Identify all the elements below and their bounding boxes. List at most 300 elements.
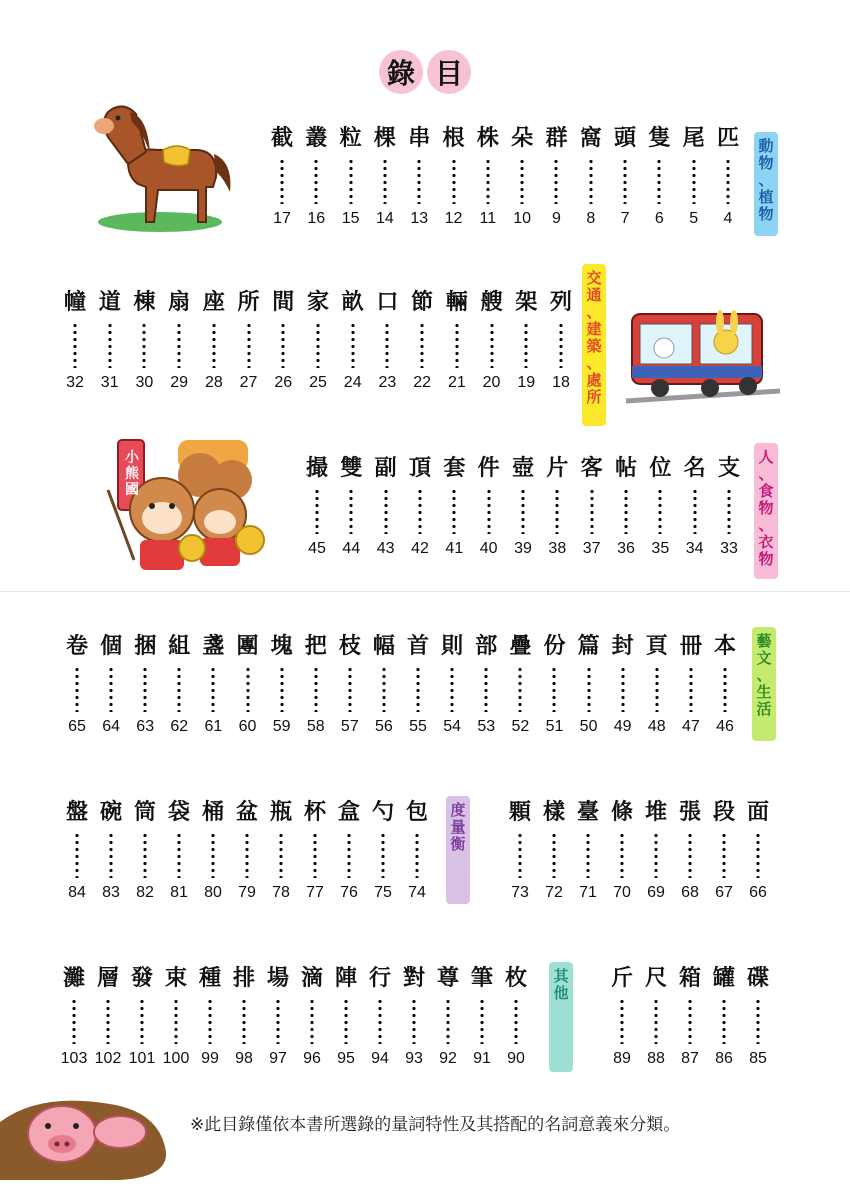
classifier-entry[interactable]	[509, 290, 543, 392]
classifier-char: 捆	[134, 634, 157, 659]
category-tag-arts-life	[752, 627, 776, 741]
page-number: 86	[715, 1050, 733, 1067]
page-number: 64	[102, 718, 120, 735]
tag-char: 建	[586, 320, 602, 338]
dotted-leader	[692, 158, 696, 204]
classifier-entry[interactable]	[539, 126, 573, 228]
pig-illustration	[0, 1082, 170, 1182]
classifier-char: 位	[649, 456, 672, 481]
dotted-leader	[654, 832, 658, 878]
classifier-entry[interactable]	[606, 634, 640, 736]
classifier-entry[interactable]	[264, 800, 298, 902]
dotted-leader	[280, 158, 284, 204]
tag-char: 生	[756, 683, 772, 701]
dotted-leader	[657, 158, 661, 204]
classifier-entry[interactable]	[605, 800, 639, 902]
page-number: 58	[306, 718, 325, 735]
tag-char: 處	[586, 371, 602, 389]
classifier-entry[interactable]	[471, 126, 505, 228]
classifier-char: 堆	[644, 800, 667, 825]
dotted-leader	[524, 322, 528, 368]
classifier-entry[interactable]	[673, 966, 707, 1068]
classifier-char: 座	[202, 290, 225, 315]
dotted-leader	[623, 158, 627, 204]
classifier-entry[interactable]	[402, 126, 436, 228]
page-number: 102	[94, 1050, 122, 1067]
classifier-char: 首	[407, 634, 430, 659]
page-number: 48	[647, 718, 666, 735]
dotted-leader	[383, 158, 387, 204]
classifier-entry[interactable]	[128, 634, 162, 736]
classifier-entry[interactable]	[506, 456, 540, 558]
classifier-entry[interactable]	[265, 126, 299, 228]
tag-char: 衣	[758, 533, 774, 551]
classifier-char: 封	[611, 634, 634, 659]
dotted-leader	[655, 666, 659, 712]
tag-char: 築	[586, 337, 602, 355]
classifier-entry[interactable]	[159, 966, 193, 1068]
classifier-char: 雙	[340, 456, 363, 481]
tag-char: 他	[553, 984, 569, 1002]
page-number: 76	[340, 884, 358, 901]
dotted-leader	[347, 832, 351, 878]
classifier-entry[interactable]	[503, 800, 537, 902]
category-tag-measurements	[446, 796, 470, 904]
page-number: 52	[511, 718, 530, 735]
dotted-leader	[384, 488, 388, 534]
classifier-entry[interactable]	[94, 800, 128, 902]
dotted-leader	[554, 158, 558, 204]
dotted-leader	[756, 998, 760, 1044]
classifier-entry[interactable]	[405, 290, 439, 392]
classifier-char: 隻	[648, 126, 671, 151]
classifier-char: 桶	[201, 800, 224, 825]
classifier-entry[interactable]	[741, 800, 775, 902]
page-number: 53	[477, 718, 496, 735]
page-number: 61	[204, 718, 223, 735]
dotted-leader	[518, 832, 522, 878]
classifier-entry[interactable]	[499, 966, 533, 1068]
dotted-leader	[756, 832, 760, 878]
classifier-entry[interactable]	[60, 800, 94, 902]
classifier-char: 朵	[511, 126, 534, 151]
classifier-entry[interactable]	[336, 290, 370, 392]
classifier-entry[interactable]	[332, 800, 366, 902]
classifier-entry[interactable]	[537, 634, 571, 736]
page-number: 80	[204, 884, 222, 901]
page-number: 32	[66, 374, 84, 391]
classifier-char: 把	[304, 634, 327, 659]
classifier-entry[interactable]	[298, 800, 332, 902]
tag-char: 食	[758, 482, 774, 500]
tag-char: 、	[758, 465, 774, 483]
dotted-leader	[314, 158, 318, 204]
page-number: 69	[647, 884, 665, 901]
classifier-entry[interactable]	[193, 966, 227, 1068]
dotted-leader	[313, 832, 317, 878]
page-number: 71	[579, 884, 597, 901]
classifier-char: 群	[545, 126, 568, 151]
tag-char: 藝	[756, 632, 772, 650]
category-tag-people-food-clothes	[754, 443, 778, 579]
classifier-entry[interactable]	[403, 456, 437, 558]
classifier-char: 節	[411, 290, 434, 315]
classifier-char: 面	[746, 800, 769, 825]
classifier-entry[interactable]	[431, 966, 465, 1068]
classifier-char: 箱	[678, 966, 701, 991]
classifier-char: 畝	[341, 290, 364, 315]
classifier-char: 艘	[480, 290, 503, 315]
classifier-entry[interactable]	[58, 290, 92, 392]
page-number: 74	[408, 884, 426, 901]
section-measurements-right	[503, 800, 775, 920]
classifier-char: 疊	[509, 634, 532, 659]
classifier-entry[interactable]	[440, 290, 474, 392]
classifier-entry[interactable]	[674, 634, 708, 736]
dotted-leader	[417, 158, 421, 204]
classifier-entry[interactable]	[329, 966, 363, 1068]
tag-char: 量	[450, 818, 466, 836]
classifier-entry[interactable]	[469, 634, 503, 736]
classifier-entry[interactable]	[261, 966, 295, 1068]
classifier-char: 碗	[99, 800, 122, 825]
title-char: 錄	[379, 50, 423, 94]
classifier-char: 間	[272, 290, 295, 315]
classifier-entry[interactable]	[472, 456, 506, 558]
section-arts-life	[60, 634, 742, 754]
classifier-char: 株	[476, 126, 499, 151]
classifier-entry[interactable]	[93, 290, 127, 392]
dotted-leader	[279, 832, 283, 878]
dotted-leader	[446, 998, 450, 1044]
classifier-entry[interactable]	[301, 290, 335, 392]
classifier-char: 口	[376, 290, 399, 315]
page-number: 26	[274, 374, 293, 391]
classifier-char: 灘	[62, 966, 85, 991]
tag-char: 衡	[450, 835, 466, 853]
classifier-char: 匹	[716, 126, 739, 151]
classifier-entry[interactable]	[575, 456, 609, 558]
classifier-char: 枚	[504, 966, 527, 991]
classifier-entry[interactable]	[370, 290, 404, 392]
classifier-char: 幅	[372, 634, 395, 659]
page-number: 50	[579, 718, 598, 735]
classifier-char: 列	[549, 290, 572, 315]
dotted-leader	[723, 666, 727, 712]
classifier-entry[interactable]	[503, 634, 537, 736]
dotted-leader	[247, 322, 251, 368]
page-number: 62	[170, 718, 189, 735]
classifier-entry[interactable]	[643, 456, 677, 558]
classifier-entry[interactable]	[677, 126, 711, 228]
classifier-char: 臺	[576, 800, 599, 825]
dotted-leader	[658, 488, 662, 534]
divider	[0, 591, 850, 592]
classifier-entry[interactable]	[435, 634, 469, 736]
classifier-entry[interactable]	[711, 126, 745, 228]
classifier-char: 尾	[682, 126, 705, 151]
classifier-char: 對	[402, 966, 425, 991]
classifier-char: 叢	[305, 126, 328, 151]
dotted-leader	[314, 666, 318, 712]
classifier-entry[interactable]	[572, 634, 606, 736]
classifier-char: 勺	[371, 800, 394, 825]
classifier-entry[interactable]	[230, 800, 264, 902]
classifier-entry[interactable]	[334, 456, 368, 558]
classifier-entry[interactable]	[401, 634, 435, 736]
page-number: 88	[647, 1050, 665, 1067]
page-number: 38	[548, 540, 567, 557]
classifier-entry[interactable]	[366, 800, 400, 902]
classifier-entry[interactable]	[196, 800, 230, 902]
page-number: 103	[60, 1050, 88, 1067]
page-number: 24	[343, 374, 362, 391]
dotted-leader	[140, 998, 144, 1044]
classifier-entry[interactable]	[368, 126, 402, 228]
classifier-char: 客	[580, 456, 603, 481]
title-char: 目	[427, 50, 471, 94]
classifier-entry[interactable]	[369, 456, 403, 558]
dotted-leader	[415, 832, 419, 878]
classifier-entry[interactable]	[640, 634, 674, 736]
page-number: 89	[613, 1050, 631, 1067]
classifier-char: 架	[515, 290, 538, 315]
classifier-entry[interactable]	[333, 634, 367, 736]
classifier-entry[interactable]	[57, 966, 91, 1068]
classifier-char: 壺	[511, 456, 534, 481]
category-tag-transport-buildings	[582, 264, 606, 426]
classifier-entry[interactable]	[544, 290, 578, 392]
dotted-leader	[349, 158, 353, 204]
dotted-leader	[552, 832, 556, 878]
classifier-char: 帖	[614, 456, 637, 481]
dotted-leader	[382, 666, 386, 712]
classifier-entry[interactable]	[712, 456, 746, 558]
classifier-char: 名	[683, 456, 706, 481]
tag-char: 動	[758, 137, 774, 155]
dotted-leader	[727, 488, 731, 534]
classifier-entry[interactable]	[437, 456, 471, 558]
page-number: 63	[136, 718, 155, 735]
classifier-entry[interactable]	[162, 290, 196, 392]
page-number: 29	[170, 374, 189, 391]
classifier-entry[interactable]	[125, 966, 159, 1068]
classifier-entry[interactable]	[162, 634, 196, 736]
classifier-entry[interactable]	[537, 800, 571, 902]
classifier-char: 道	[98, 290, 121, 315]
classifier-char: 個	[100, 634, 123, 659]
page-number: 85	[749, 1050, 767, 1067]
dotted-leader	[211, 666, 215, 712]
footnote: ※此目錄僅依本書所選錄的量詞特性及其搭配的名詞意義來分類。	[190, 1115, 681, 1135]
dotted-leader	[310, 998, 314, 1044]
page-number: 65	[68, 718, 86, 735]
dotted-leader	[281, 322, 285, 368]
classifier-entry[interactable]	[639, 966, 673, 1068]
dotted-leader	[73, 322, 77, 368]
classifier-entry[interactable]	[574, 126, 608, 228]
classifier-entry[interactable]	[227, 966, 261, 1068]
page-number: 84	[68, 884, 86, 901]
page-number: 40	[479, 540, 498, 557]
classifier-entry[interactable]	[642, 126, 676, 228]
classifier-entry[interactable]	[673, 800, 707, 902]
classifier-entry[interactable]	[127, 290, 161, 392]
classifier-char: 滴	[300, 966, 323, 991]
page-number: 77	[306, 884, 324, 901]
classifier-char: 根	[442, 126, 465, 151]
classifier-entry[interactable]	[334, 126, 368, 228]
classifier-entry[interactable]	[475, 290, 509, 392]
tag-char: 其	[553, 967, 569, 985]
classifier-entry[interactable]	[162, 800, 196, 902]
page-number: 82	[136, 884, 154, 901]
page-number: 17	[273, 210, 291, 227]
tag-char: 物	[758, 499, 774, 517]
classifier-entry[interactable]	[707, 800, 741, 902]
classifier-char: 棵	[373, 126, 396, 151]
classifier-char: 袋	[167, 800, 190, 825]
classifier-entry[interactable]	[299, 634, 333, 736]
dotted-leader	[452, 488, 456, 534]
dotted-leader	[378, 998, 382, 1044]
tag-char: 文	[756, 649, 772, 667]
classifier-char: 部	[475, 634, 498, 659]
dotted-leader	[177, 322, 181, 368]
classifier-char: 碟	[746, 966, 769, 991]
classifier-entry[interactable]	[707, 966, 741, 1068]
classifier-char: 盤	[65, 800, 88, 825]
classifier-entry[interactable]	[295, 966, 329, 1068]
page-number: 6	[654, 210, 664, 227]
dotted-leader	[555, 488, 559, 534]
horse-illustration	[88, 92, 238, 237]
tag-char: 、	[758, 171, 774, 189]
page-number: 20	[482, 374, 501, 391]
classifier-entry[interactable]	[400, 800, 434, 902]
classifier-char: 發	[130, 966, 153, 991]
page-number: 97	[269, 1050, 287, 1067]
dotted-leader	[586, 832, 590, 878]
classifier-entry[interactable]	[300, 456, 334, 558]
dotted-leader	[109, 666, 113, 712]
classifier-entry[interactable]	[231, 634, 265, 736]
classifier-entry[interactable]	[232, 290, 266, 392]
page-number: 70	[613, 884, 631, 901]
dotted-leader	[518, 666, 522, 712]
page-number: 67	[715, 884, 733, 901]
classifier-entry[interactable]	[363, 966, 397, 1068]
page-number: 83	[102, 884, 120, 901]
dotted-leader	[108, 322, 112, 368]
classifier-entry[interactable]	[196, 634, 230, 736]
classifier-char: 尺	[644, 966, 667, 991]
classifier-entry[interactable]	[465, 966, 499, 1068]
dotted-leader	[521, 488, 525, 534]
dotted-leader	[75, 832, 79, 878]
classifier-char: 副	[374, 456, 397, 481]
page-number: 7	[620, 210, 630, 227]
flag-text: 小 熊 國	[125, 450, 139, 498]
dotted-leader	[75, 666, 79, 712]
page-number: 22	[413, 374, 432, 391]
dotted-leader	[590, 488, 594, 534]
classifier-entry[interactable]	[741, 966, 775, 1068]
classifier-entry[interactable]	[639, 800, 673, 902]
classifier-char: 頭	[614, 126, 637, 151]
classifier-entry[interactable]	[266, 290, 300, 392]
section-animals-plants	[265, 126, 745, 246]
page-number: 34	[685, 540, 704, 557]
classifier-entry[interactable]	[571, 800, 605, 902]
dotted-leader	[480, 998, 484, 1044]
classifier-char: 組	[168, 634, 191, 659]
page-number: 96	[303, 1050, 321, 1067]
classifier-entry[interactable]	[605, 966, 639, 1068]
section-others-left	[57, 966, 533, 1086]
dotted-leader	[689, 666, 693, 712]
classifier-char: 張	[678, 800, 701, 825]
classifier-entry[interactable]	[94, 634, 128, 736]
classifier-entry[interactable]	[397, 966, 431, 1068]
classifier-entry[interactable]	[437, 126, 471, 228]
classifier-char: 排	[232, 966, 255, 991]
page-number: 11	[479, 210, 497, 227]
classifier-entry[interactable]	[608, 126, 642, 228]
page-title	[0, 50, 850, 94]
section-measurements-left	[60, 800, 434, 920]
classifier-char: 篇	[577, 634, 600, 659]
page-number: 81	[170, 884, 188, 901]
classifier-entry[interactable]	[265, 634, 299, 736]
page-number: 35	[651, 540, 670, 557]
classifier-entry[interactable]	[128, 800, 162, 902]
tag-char: 交	[586, 269, 602, 287]
dotted-leader	[486, 158, 490, 204]
page-number: 57	[340, 718, 359, 735]
page-number: 23	[378, 374, 397, 391]
classifier-entry[interactable]	[367, 634, 401, 736]
classifier-char: 條	[610, 800, 633, 825]
dotted-leader	[693, 488, 697, 534]
dotted-leader	[450, 666, 454, 712]
classifier-entry[interactable]	[678, 456, 712, 558]
page-number: 51	[545, 718, 564, 735]
classifier-char: 則	[441, 634, 464, 659]
classifier-entry[interactable]	[708, 634, 742, 736]
dotted-leader	[621, 666, 625, 712]
page-number: 13	[410, 210, 429, 227]
classifier-char: 截	[270, 126, 293, 151]
classifier-entry[interactable]	[540, 456, 574, 558]
classifier-char: 撮	[305, 456, 328, 481]
dotted-leader	[726, 158, 730, 204]
page-number: 90	[507, 1050, 525, 1067]
page-number: 4	[723, 210, 733, 227]
classifier-entry[interactable]	[91, 966, 125, 1068]
classifier-entry[interactable]	[60, 634, 94, 736]
section-transport-buildings	[58, 290, 578, 410]
bear-army-illustration	[100, 420, 265, 580]
classifier-entry[interactable]	[197, 290, 231, 392]
dotted-leader	[385, 322, 389, 368]
classifier-entry[interactable]	[299, 126, 333, 228]
page-number: 100	[162, 1050, 190, 1067]
classifier-entry[interactable]	[505, 126, 539, 228]
page-number: 28	[204, 374, 223, 391]
page-number: 68	[681, 884, 699, 901]
classifier-entry[interactable]	[609, 456, 643, 558]
